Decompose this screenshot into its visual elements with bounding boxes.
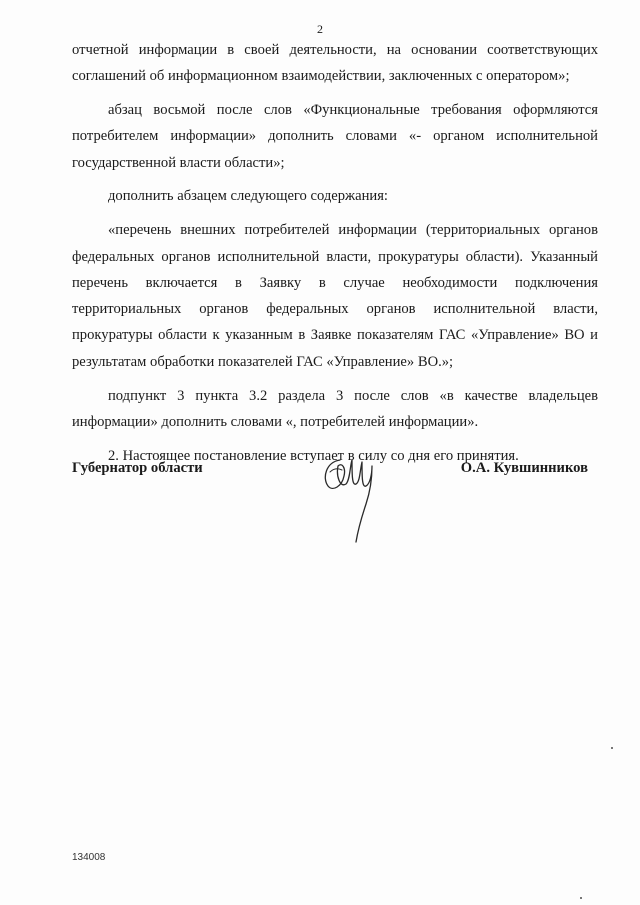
scan-speck (580, 897, 582, 899)
paragraph-consumers-list: «перечень внешних потребителей информации (территориальных органов федеральных органов исполнительной власти, прокуратуры области). Указанный перечень включается в Заявку в случае необходимости подключения территориальных органов федеральных органов исполнительной власти, прокуратуры области к указанным в Заявке показателям ГАС «Управление» ВО и результатам обработки показателей ГАС «Управление» ВО.»; (72, 222, 598, 370)
page-number: 2 (317, 22, 323, 36)
signature-block (72, 456, 598, 556)
signatory-name: О.А. Кувшинников (460, 460, 588, 476)
signatory-title: Губернатор области (72, 460, 203, 476)
scan-speck (611, 747, 613, 749)
paragraph-subclause: подпункт 3 пункта 3.2 раздела 3 после слов «в качестве владельцев информации» дополнить словами «, потребителей информации». (72, 387, 598, 430)
paragraph-add-clause: дополнить абзацем следующего содержания: (108, 188, 388, 205)
paragraph-effective-date: 2. Настоящее постановление вступает в силу со дня его принятия. (108, 447, 519, 464)
document-body (72, 37, 598, 476)
paragraph-amendment-eighth: абзац восьмой после слов «Функциональные требования оформляются потребителем информации» дополнить словами «- органом исполнительной государственной власти области»; (72, 102, 598, 171)
document-code: 134008 (72, 852, 106, 863)
paragraph-continuation: отчетной информации в своей деятельности, на основании соответствующих соглашений об информационном взаимодействии, заключенных с оператором»; (72, 42, 598, 85)
handwritten-signature-icon (320, 452, 382, 544)
